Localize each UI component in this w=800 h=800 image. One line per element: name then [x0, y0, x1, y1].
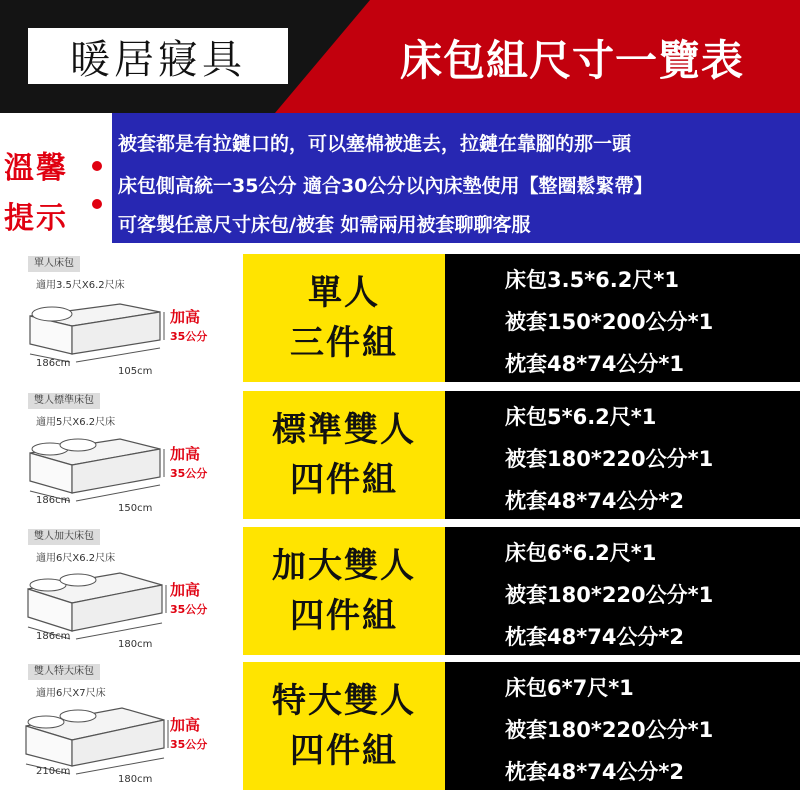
bed-type-tag: 雙人特大床包 [28, 664, 100, 680]
height-value: 35公分 [170, 467, 208, 480]
spec-sheet: 床包6*7尺*1 [505, 676, 634, 700]
height-label: 加高 [170, 581, 201, 599]
spec-duvet: 被套180*220公分*1 [505, 583, 714, 607]
set-name-box [243, 527, 445, 655]
height-value: 35公分 [170, 738, 208, 751]
bed-fit-text: 適用5尺X6.2尺床 [36, 417, 116, 428]
spec-sheet: 床包3.5*6.2尺*1 [505, 268, 679, 292]
height-label: 加高 [170, 445, 201, 463]
tips-label-line2: 提示 [4, 201, 68, 236]
bed-illustration [0, 254, 240, 384]
set-name-line1: 單人 [308, 273, 380, 313]
header-banner [0, 0, 800, 113]
set-name-line1: 特大雙人 [272, 681, 416, 721]
bed-type-tag: 單人床包 [28, 256, 80, 272]
set-name-box [243, 662, 445, 790]
height-label: 加高 [170, 716, 201, 734]
tip-line: 床包側高統一35公分 適合30公分以內床墊使用【整圈鬆緊帶】 [118, 175, 653, 197]
tip-line: 可客製任意尺寸床包/被套 如需兩用被套聊聊客服 [118, 214, 531, 236]
brand-logo: 暖居寢具 [28, 28, 288, 84]
size-row-queen-double [0, 527, 800, 657]
size-row-single [0, 254, 800, 384]
size-row-king-double [0, 662, 800, 792]
spec-sheet: 床包5*6.2尺*1 [505, 405, 657, 429]
bed-fit-text: 適用6尺X6.2尺床 [36, 553, 116, 564]
tips-label-line1: 溫馨 [4, 151, 68, 186]
spec-sheet: 床包6*6.2尺*1 [505, 541, 657, 565]
spec-box [445, 254, 800, 382]
height-label: 加高 [170, 308, 201, 326]
bed-illustration [0, 391, 240, 521]
bed-length-dim: 210cm [36, 766, 71, 777]
spec-pillowcase: 枕套48*74公分*2 [505, 489, 685, 513]
bed-width-dim: 150cm [118, 503, 153, 514]
spec-pillowcase: 枕套48*74公分*2 [505, 625, 685, 649]
set-name-line1: 加大雙人 [272, 546, 416, 586]
bed-fit-text: 適用6尺X7尺床 [36, 688, 106, 699]
bed-width-dim: 105cm [118, 366, 153, 377]
bed-type-tag: 雙人加大床包 [28, 529, 100, 545]
bullet-dot-icon [92, 161, 102, 171]
spec-duvet: 被套180*220公分*1 [505, 447, 714, 471]
bed-fit-text: 適用3.5尺X6.2尺床 [36, 280, 125, 291]
set-name-line2: 四件組 [290, 460, 398, 500]
bed-width-dim: 180cm [118, 639, 153, 650]
bullet-dot-icon [92, 199, 102, 209]
spec-box [445, 662, 800, 790]
size-row-standard-double [0, 391, 800, 521]
tips-bar [0, 113, 800, 243]
set-name-line1: 標準雙人 [272, 410, 416, 450]
bed-illustration [0, 527, 240, 657]
bed-length-dim: 186cm [36, 631, 71, 642]
bed-width-dim: 180cm [118, 774, 153, 785]
bed-type-tag: 雙人標準床包 [28, 393, 100, 409]
spec-duvet: 被套180*220公分*1 [505, 718, 714, 742]
set-name-box [243, 254, 445, 382]
bed-length-dim: 186cm [36, 358, 71, 369]
spec-box [445, 391, 800, 519]
tip-line: 被套都是有拉鏈口的，可以塞棉被進去，拉鏈在靠腳的那一頭 [118, 133, 632, 155]
bed-illustration [0, 662, 240, 792]
set-name-box [243, 391, 445, 519]
spec-pillowcase: 枕套48*74公分*2 [505, 760, 685, 784]
height-value: 35公分 [170, 330, 208, 343]
spec-pillowcase: 枕套48*74公分*1 [505, 352, 685, 376]
spec-duvet: 被套150*200公分*1 [505, 310, 714, 334]
height-value: 35公分 [170, 603, 208, 616]
set-name-line2: 三件組 [290, 323, 398, 363]
page-title: 床包組尺寸一覽表 [399, 36, 744, 85]
bed-length-dim: 186cm [36, 495, 71, 506]
set-name-line2: 四件組 [290, 731, 398, 771]
set-name-line2: 四件組 [290, 596, 398, 636]
spec-box [445, 527, 800, 655]
